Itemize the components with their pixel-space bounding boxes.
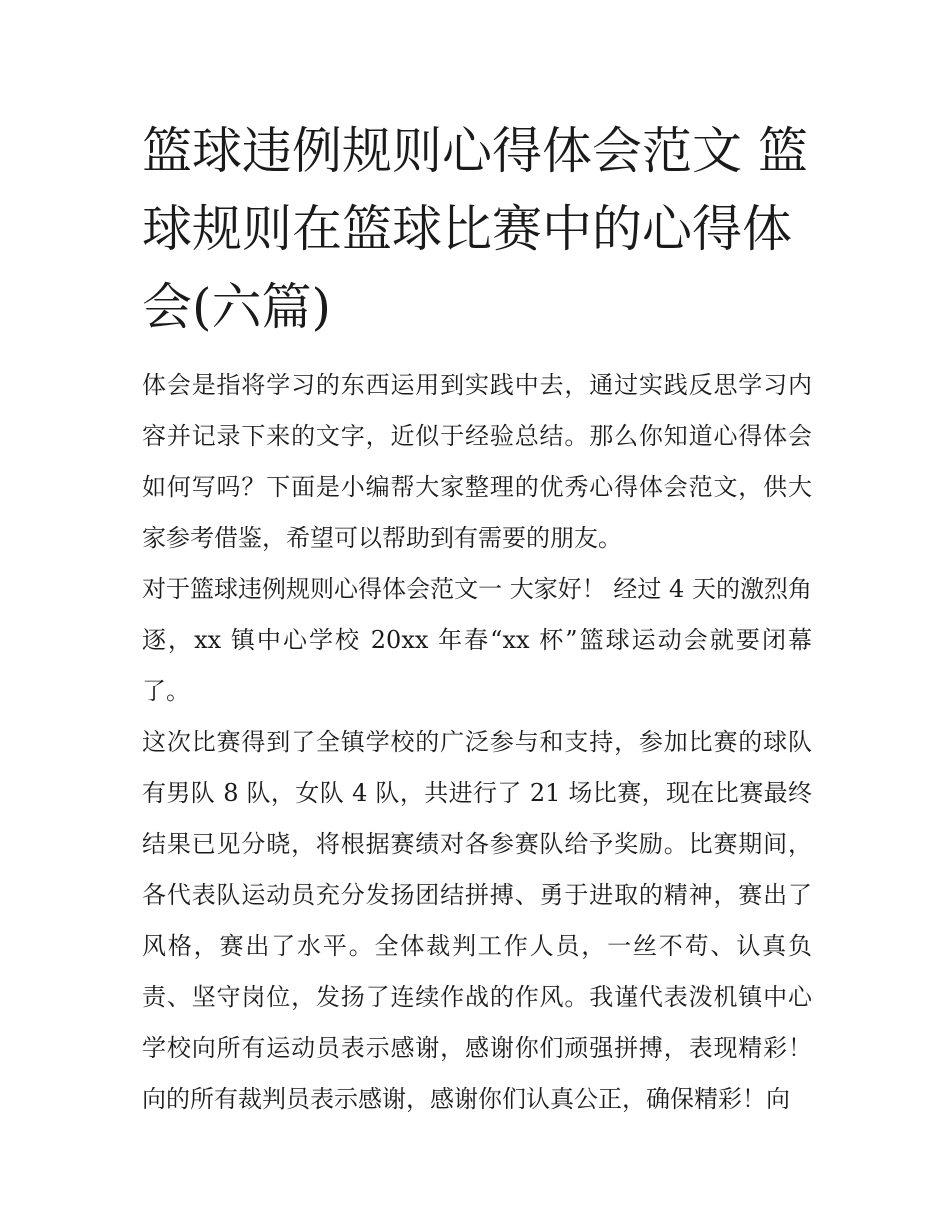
intro-paragraph: 体会是指将学习的东西运用到实践中去，通过实践反思学习内容并记录下来的文字，近似于经验总结。那么你知道心得体会如何写吗？下面是小编帮大家整理的优秀心得体会范文，供大家参考借鉴，希望可以帮助到有需要的朋友。	[142, 371, 812, 552]
document-page	[142, 112, 812, 1125]
essay-body-paragraph: 这次比赛得到了全镇学校的广泛参与和支持，参加比赛的球队有男队 8 队，女队 4 队，共进行了 21 场比赛，现在比赛最终结果已见分晓，将根据赛绩对各参赛队给予奖励。比赛期间，各代表队运动员充分发扬团结拼搏、勇于进取的精神，赛出了风格，赛出了水平。全体裁判工作人员，一丝不苟、认真负责、坚守岗位，发扬了连续作战的作风。我谨代表泼机镇中心学校向所有运动员表示感谢，感谢你们顽强拼搏，表现精彩！向的所有裁判员表示感谢，感谢你们认真公正，确保精彩！向	[142, 728, 812, 1113]
essay-opening-paragraph: 对于篮球违例规则心得体会范文一 大家好！ 经过 4 天的激烈角逐，xx 镇中心学校 20xx 年春“xx 杯”篮球运动会就要闭幕了。	[142, 575, 812, 705]
document-title: 篮球违例规则心得体会范文 篮球规则在篮球比赛中的心得体会(六篇)	[142, 122, 808, 336]
